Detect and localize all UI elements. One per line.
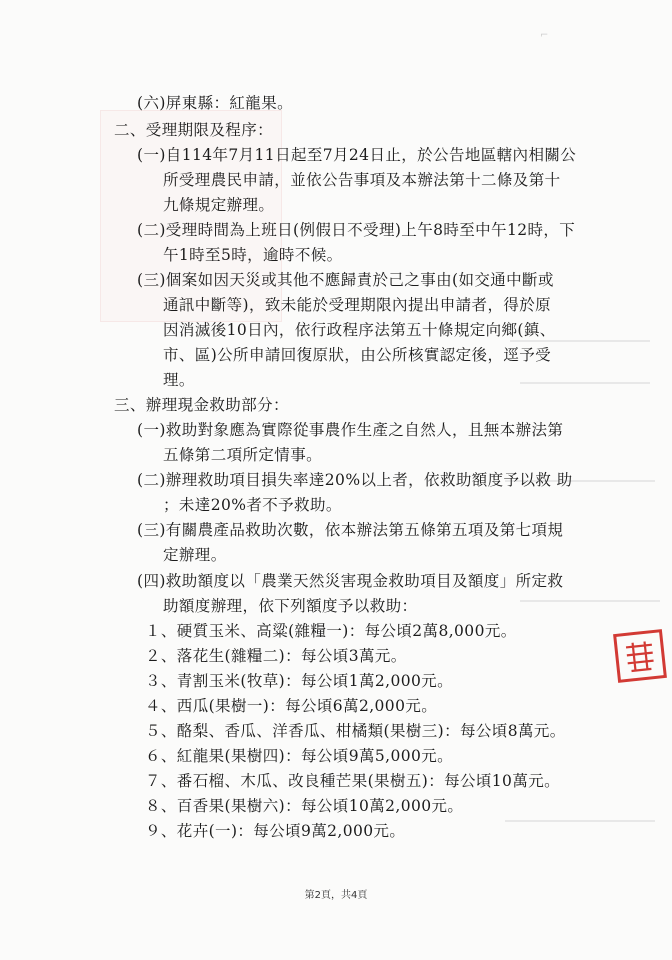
section-2-heading: 二、受理期限及程序：: [114, 121, 274, 139]
section-2-item-3-line-3: 因消滅後10日內，依行政程序法第五十條規定向鄉(鎮、: [163, 321, 556, 339]
section-2-item-3-line-1: (三)個案如因天災或其他不應歸責於己之事由(如交通中斷或: [137, 271, 554, 289]
section-3-item-1-line-2: 五條第二項所定情事。: [163, 446, 323, 464]
section-2-item-1-line-1: (一)自114年7月11日起至7月24日止，於公告地區轄內相關公: [137, 146, 577, 164]
section-3-item-4-line-2: 助額度辦理，依下列額度予以救助：: [163, 597, 418, 615]
section-2-item-3-line-2: 通訊中斷等)，致未能於受理期限內提出申請者，得於原: [163, 296, 552, 314]
section-2-item-1-line-3: 九條規定辦理。: [163, 196, 275, 214]
section-3-item-3-line-2: 定辦理。: [163, 546, 227, 564]
official-seal-icon: [612, 628, 668, 684]
subsidy-item-9: ９、花卉(一)：每公頃9萬2,000元。: [145, 822, 406, 840]
subsidy-item-8: ８、百香果(果樹六)：每公頃10萬2,000元。: [145, 797, 464, 815]
subsidy-item-2: ２、落花生(雜糧二)：每公頃3萬元。: [145, 647, 407, 665]
section-2-item-3-line-4: 市、區)公所申請回復原狀，由公所核實認定後，逕予受: [163, 346, 552, 364]
section-3-item-4-line-1: (四)救助額度以「農業天然災害現金救助項目及額度」所定救: [137, 572, 564, 590]
section-3-item-2-line-2: ；未達20%者不予救助。: [163, 496, 342, 514]
subsidy-item-1: １、硬質玉米、高粱(雜糧一)：每公頃2萬8,000元。: [145, 622, 517, 640]
subsidy-item-6: ６、紅龍果(果樹四)：每公頃9萬5,000元。: [145, 747, 454, 765]
section-2-item-2-line-1: (二)受理時間為上班日(例假日不受理)上午8時至中午12時，下: [137, 221, 576, 239]
bleed-through-mark: ⌐: [540, 30, 549, 41]
faint-stamp-mark: [100, 110, 282, 322]
section-3-item-2-line-1: (二)辦理救助項目損失率達20%以上者，依救助額度予以救 助: [137, 471, 573, 489]
subsidy-item-7: ７、番石榴、木瓜、改良種芒果(果樹五)：每公頃10萬元。: [145, 772, 561, 790]
subsidy-item-5: ５、酪梨、香瓜、洋香瓜、柑橘類(果樹三)：每公頃8萬元。: [145, 722, 566, 740]
page-number-footer: 第2頁，共4頁: [304, 890, 368, 901]
section-3-item-1-line-1: (一)救助對象應為實際從事農作生產之自然人，且無本辦法第: [137, 421, 564, 439]
section-2-item-3-line-5: 理。: [163, 371, 195, 389]
item-6-pingtung: (六)屏東縣：紅龍果。: [137, 94, 293, 112]
section-3-heading: 三、辦理現金救助部分：: [114, 396, 289, 414]
section-2-item-1-line-2: 所受理農民申請，並依公告事項及本辦法第十二條及第十: [163, 171, 561, 189]
subsidy-item-3: ３、青割玉米(牧草)：每公頃1萬2,000元。: [145, 672, 454, 690]
section-3-item-3-line-1: (三)有關農產品救助次數，依本辦法第五條第五項及第七項規: [137, 521, 564, 539]
section-2-item-2-line-2: 午1時至5時，逾時不候。: [163, 246, 343, 264]
subsidy-item-4: ４、西瓜(果樹一)：每公頃6萬2,000元。: [145, 697, 438, 715]
